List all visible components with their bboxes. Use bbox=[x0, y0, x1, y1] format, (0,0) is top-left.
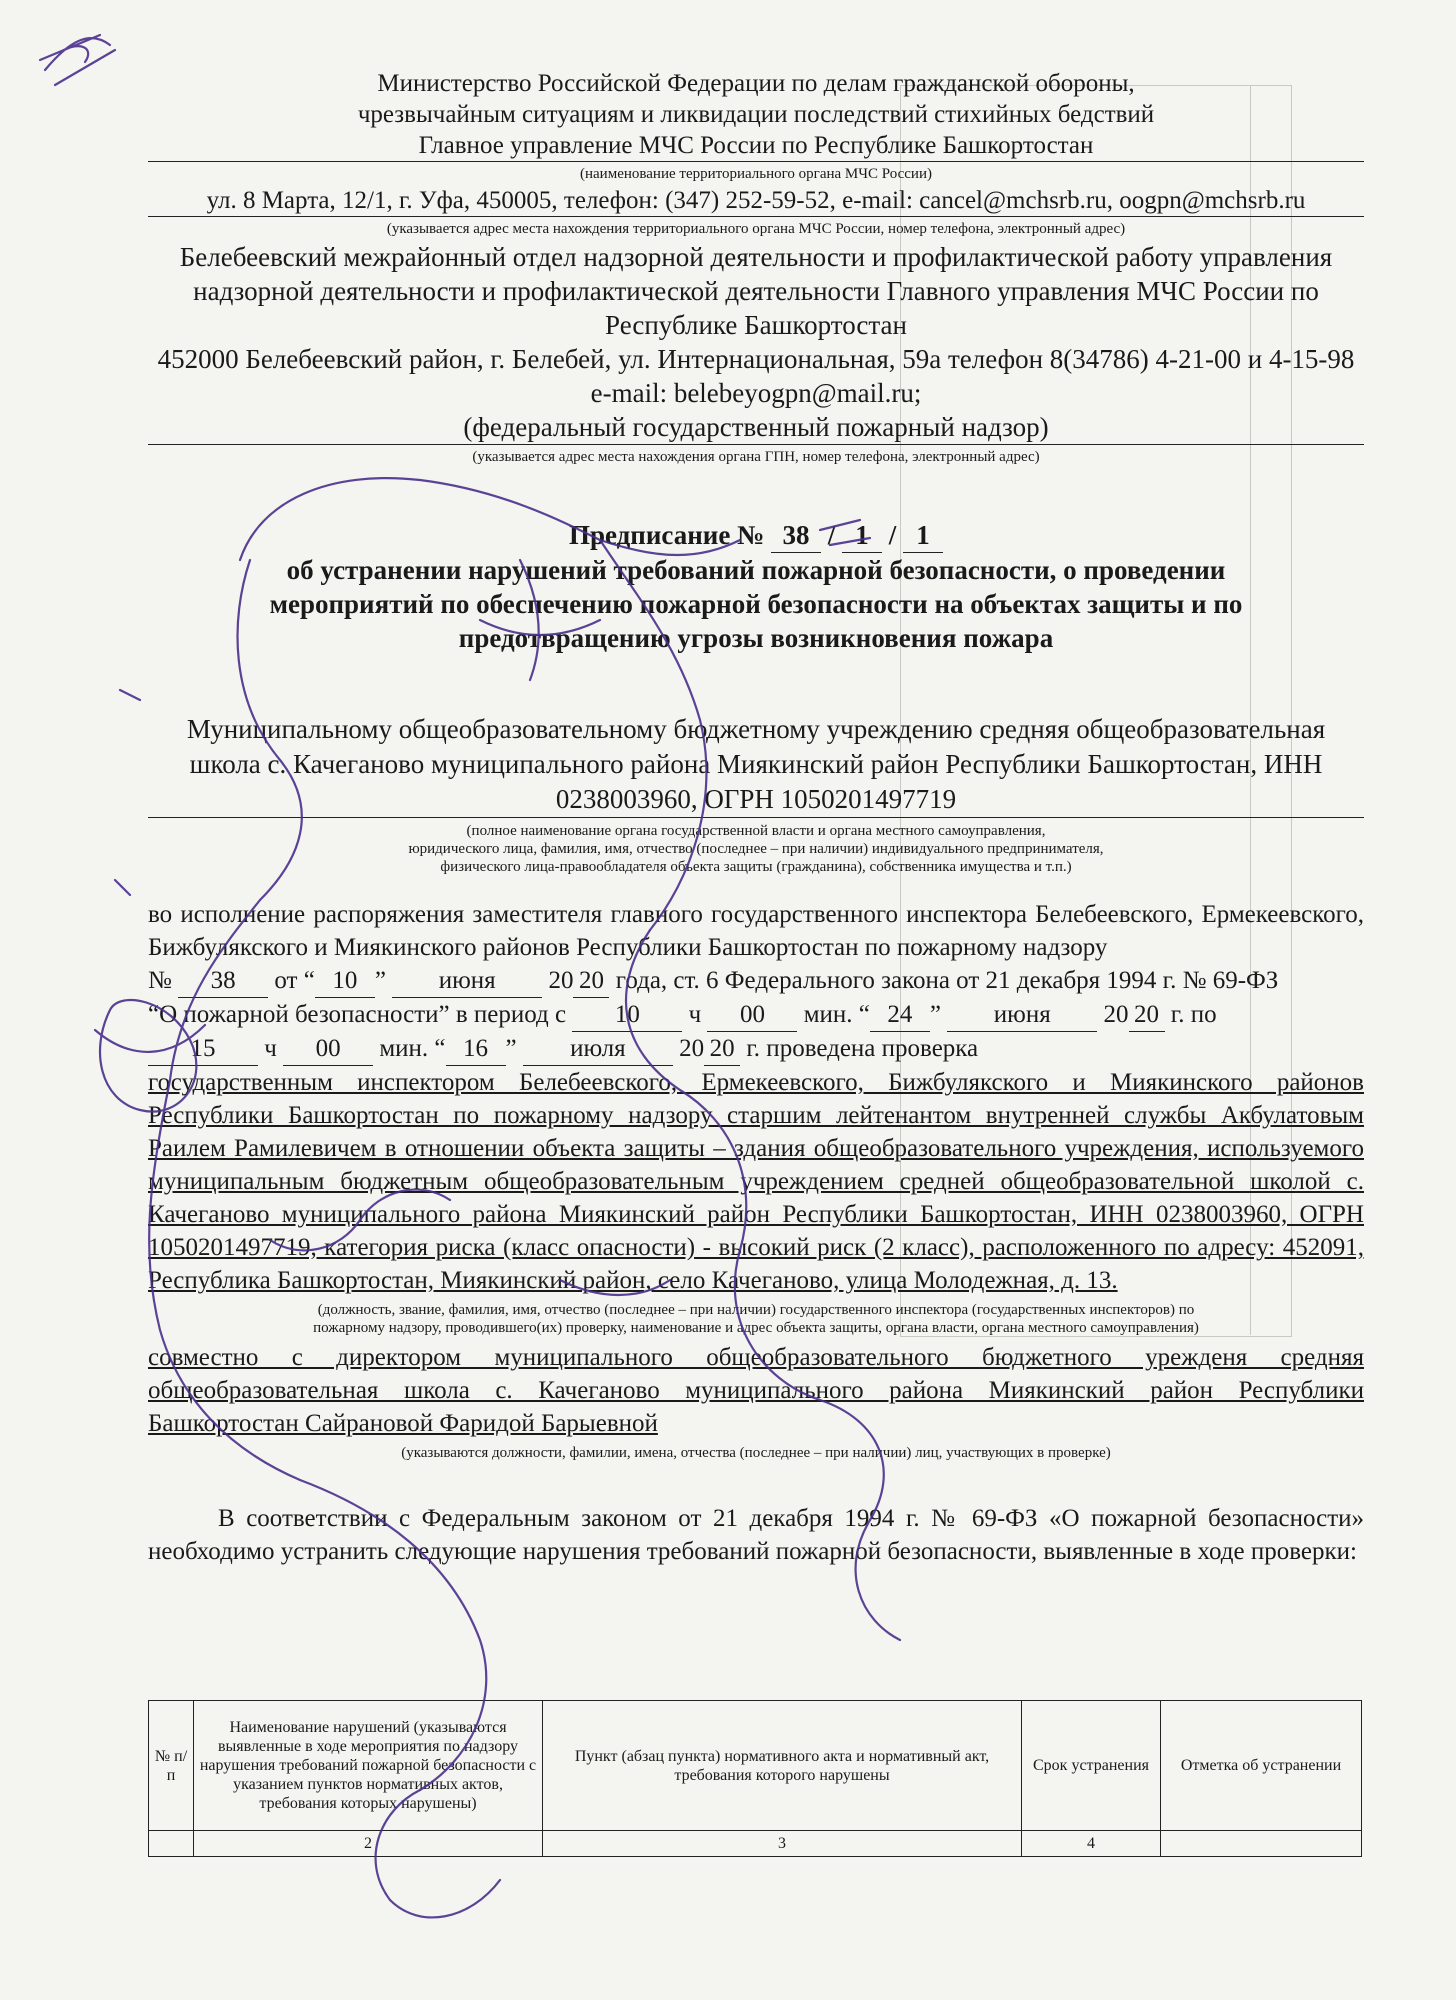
order-title bbox=[148, 518, 1364, 655]
end-min: 00 bbox=[283, 1032, 373, 1066]
header-deadline: Срок устранения bbox=[1022, 1701, 1161, 1831]
supervision-type: (федеральный государственный пожарный надзор) bbox=[148, 410, 1364, 445]
order-body bbox=[148, 898, 1364, 1568]
end-min-label: мин. bbox=[379, 1035, 429, 1062]
col-num-3: 3 bbox=[543, 1831, 1022, 1857]
col-num-5 bbox=[1161, 1831, 1362, 1857]
end-hour: 15 bbox=[148, 1032, 258, 1066]
header-norm: Пункт (абзац пункта) нормативного акта и нормативный акт, требования которого нарушены bbox=[543, 1701, 1022, 1831]
hour-label: ч bbox=[688, 1001, 702, 1028]
caption-address: (указывается адрес места нахождения территориального органа МЧС России, номер телефона, электронный адрес) bbox=[386, 221, 1126, 237]
law-name: “О пожарной безопасности” в период с bbox=[148, 1001, 567, 1028]
title-line-2: об устранении нарушений требований пожарной безопасности, о проведении bbox=[286, 555, 1226, 585]
order-day: 10 bbox=[315, 964, 375, 998]
inspector-details: государственным инспектором Белебеевского, Ермекеевского, Бижбулякского и Миякинского районов Республики Башкортостан по пожарному надзору старшим лейтенантом внутренней службы Акбулатовым Раилем Рамилевичем в отношении объекта защиты – здания общеобразовательного учреждения, используемого муниципальным бюджетным общеобразовательным учреждением средней общеобразовательной школой с. Качеганово муниципального района Миякинский район Республики Башкортостан, ИНН 0238003960, ОГРН 1050201497719, категория риска (класс опасности) - высокий риск (2 класс), расположенного по адресу: 452091, Республика Башкортостан, Миякинский район, село Качеганово, улица Молодежная, д. 13. bbox=[148, 1069, 1364, 1294]
start-day: 24 bbox=[870, 998, 930, 1032]
recipient-caption-3: физического лица-правообладателя объекта защиты (гражданина), собственника имущества и т.п.) bbox=[440, 859, 1072, 875]
year-to-label: г. по bbox=[1170, 1001, 1217, 1028]
period-line: “О пожарной безопасности” в период с 10 ч 00 мин. “ 24 ” июня 20 20 г. по bbox=[148, 998, 1364, 1032]
violations-table bbox=[148, 1700, 1362, 1857]
min-label: мин. bbox=[803, 1001, 853, 1028]
order-prefix: Предписание № bbox=[569, 520, 765, 550]
start-min: 00 bbox=[707, 998, 797, 1032]
caption-gpn: (указывается адрес места нахождения органа ГПН, номер телефона, электронный адрес) bbox=[472, 449, 1040, 465]
caption-territorial: (наименование территориального органа МЧС России) bbox=[580, 166, 932, 182]
order-year-suffix: 20 bbox=[573, 964, 609, 998]
order-no-value: 38 bbox=[178, 964, 268, 998]
start-year-prefix: 20 bbox=[1103, 1001, 1129, 1028]
order-basis: во исполнение распоряжения заместителя главного государственного инспектора Белебеевского, Ермекеевского, Бижбулякского и Миякинского районов Республики Башкортостан по пожарному надзору bbox=[148, 901, 1364, 961]
recipient-caption-1: (полное наименование органа государственной власти и органа местного самоуправления, bbox=[466, 823, 1046, 839]
table-number-row bbox=[149, 1831, 1362, 1857]
header-number: № п/п bbox=[149, 1701, 194, 1831]
department-address: 452000 Белебеевский район, г. Белебей, ул. Интернациональная, 59а телефон 8(34786) 4-21-00 и 4-15-98 e-mail: belebeyogpn@mail.ru; bbox=[157, 344, 1355, 408]
header-mark: Отметка об устранении bbox=[1161, 1701, 1362, 1831]
check-done-label: г. проведена проверка bbox=[746, 1035, 979, 1062]
title-line-3: мероприятий по обеспечению пожарной безопасности на объектах защиты и по bbox=[269, 589, 1243, 619]
directorate-address: ул. 8 Марта, 12/1, г. Уфа, 450005, телефон: (347) 252-59-52, e-mail: cancel@mchsrb.ru, oogpn@mchsrb.ru bbox=[148, 185, 1364, 217]
end-day: 16 bbox=[446, 1032, 506, 1066]
header-violation: Наименование нарушений (указываются выявленные в ходе мероприятия по надзору нарушения требований пожарной безопасности с указанием пунктов нормативных актов, требования которых нарушены) bbox=[194, 1701, 543, 1831]
main-directorate: Главное управление МЧС России по Республике Башкортостан bbox=[148, 130, 1364, 162]
col-num-1 bbox=[149, 1831, 194, 1857]
order-year-tail: года, ст. 6 Федерального закона от 21 декабря 1994 г. № 69-ФЗ bbox=[615, 967, 1279, 994]
recipient-caption-2: юридического лица, фамилия, имя, отчество (последнее – при наличии) индивидуального предпринимателя, bbox=[408, 841, 1104, 857]
order-number-3: 1 bbox=[903, 518, 943, 553]
order-from-label: от bbox=[274, 967, 298, 994]
order-number-line: Предписание № 38 / 1 / 1 bbox=[148, 518, 1364, 553]
caption-participants: (указываются должности, фамилии, имена, отчества (последнее – при наличии) лиц, участвующих в проверке) bbox=[401, 1445, 1111, 1461]
recipient-block bbox=[148, 712, 1364, 876]
recipient-name: Муниципальному общеобразовательному бюджетному учреждению средняя общеобразовательная школа с. Качеганово муниципального района Миякинский район Республики Башкортостан, ИНН 0238003960, ОГРН 1050201497719 bbox=[148, 712, 1364, 818]
conclusion-text: В соответствии с Федеральным законом от 21 декабря 1994 г. № 69-ФЗ «О пожарной безопасности» необходимо устранить следующие нарушения требований пожарной безопасности, выявленные в ходе проверки: bbox=[148, 1505, 1364, 1565]
start-hour: 10 bbox=[572, 998, 682, 1032]
start-month: июня bbox=[947, 998, 1097, 1032]
ministry-line-2: чрезвычайным ситуациям и ликвидации последствий стихийных бедствий bbox=[357, 101, 1155, 128]
participants-text: совместно с директором муниципального общеобразовательного бюджетного урежденя средняя общеобразовательная школа с. Качеганово муниципального района Миякинский район Республики Башкортостан Сайрановой Фаридой Барыевной bbox=[148, 1344, 1364, 1437]
department-block bbox=[148, 240, 1364, 466]
title-line-4: предотвращению угрозы возникновения пожара bbox=[458, 623, 1054, 653]
period-end-line: 15 ч 00 мин. “ 16 ” июля 20 20 г. проведена проверка bbox=[148, 1032, 1364, 1066]
order-no-label: № bbox=[148, 967, 172, 994]
order-number-1: 38 bbox=[771, 518, 821, 553]
table-header-row bbox=[149, 1701, 1362, 1831]
ministry-line-1: Министерство Российской Федерации по делам гражданской обороны, bbox=[377, 70, 1135, 97]
end-month: июля bbox=[523, 1032, 673, 1066]
end-year-prefix: 20 bbox=[679, 1035, 705, 1062]
end-hour-label: ч bbox=[264, 1035, 277, 1062]
order-date-line: № 38 от “ 10 ” июня 20 20 года, ст. 6 Федерального закона от 21 декабря 1994 г. № 69-ФЗ bbox=[148, 964, 1364, 998]
start-year-suffix: 20 bbox=[1129, 998, 1165, 1032]
col-num-2: 2 bbox=[194, 1831, 543, 1857]
order-month: июня bbox=[392, 964, 542, 998]
order-number-2: 1 bbox=[842, 518, 882, 553]
department-name: Белебеевский межрайонный отдел надзорной деятельности и профилактической работу управления надзорной деятельности и профилактической деятельности Главного управления МЧС России по Республике Башкортостан bbox=[179, 242, 1333, 340]
ministry-header bbox=[148, 68, 1364, 238]
end-year-suffix: 20 bbox=[704, 1032, 740, 1066]
caption-inspector-2: пожарному надзору, проводившего(их) проверку, наименование и адрес объекта защиты, органа власти, органа местного самоуправления) bbox=[313, 1320, 1199, 1336]
col-num-4: 4 bbox=[1022, 1831, 1161, 1857]
caption-inspector-1: (должность, звание, фамилия, имя, отчество (последнее – при наличии) государственного инспектора (государственных инспекторов) по bbox=[317, 1302, 1195, 1318]
order-year-prefix: 20 bbox=[548, 967, 574, 994]
